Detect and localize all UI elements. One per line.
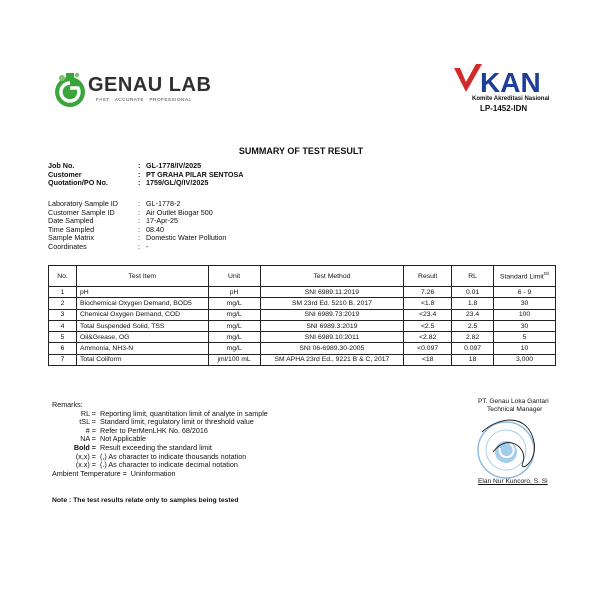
note-text: Note : The test results relate only to samples being tested (52, 497, 239, 504)
cell-test-item: Total Coliform (76, 354, 208, 365)
sample-info-row: Time Sampled : 08.40 (48, 224, 164, 234)
cell-unit: pH (208, 287, 260, 298)
document-title: SUMMARY OF TEST RESULT (238, 146, 364, 156)
sample-info-row: Date Sampled : 17-Apr-25 (48, 216, 178, 226)
header-rl: RL (452, 266, 494, 287)
cell-test-method: SNI 6989.73:2019 (260, 309, 404, 320)
table-row (49, 287, 556, 298)
job-info-row: Customer : PT GRAHA PILAR SENTOSA (48, 169, 244, 179)
cell-rl: 0.097 (452, 343, 494, 354)
cell-standard-limit: 10 (494, 343, 556, 354)
cell-rl: 18 (452, 354, 494, 365)
header-result: Result (404, 266, 452, 287)
cell-result: <23.4 (404, 309, 452, 320)
cell-result: <0.097 (404, 343, 452, 354)
genau-flask-logo-icon (50, 70, 90, 110)
cell-rl: 1.8 (452, 298, 494, 309)
cell-unit: jml/100 mL (208, 354, 260, 365)
cell-no: 3 (49, 309, 77, 320)
cell-standard-limit: 30 (494, 320, 556, 331)
cell-no: 5 (49, 332, 77, 343)
cell-test-method: SNI 6989.11:2019 (260, 287, 404, 298)
cell-test-item: Ammonia, NH3-N (76, 343, 208, 354)
header-no: No. (49, 266, 77, 287)
cell-unit: mg/L (208, 343, 260, 354)
company-stamp-icon (468, 412, 548, 484)
cell-rl: 23.4 (452, 309, 494, 320)
cell-test-method: SNI 6989.10:2011 (260, 332, 404, 343)
header-standard-limit: Standard Limit$^{tSl}$ (494, 266, 556, 287)
cell-standard-limit: 100 (494, 309, 556, 320)
cell-test-item: pH (76, 287, 208, 298)
table-row (49, 332, 556, 343)
cell-test-item: Total Suspended Solid, TSS (76, 320, 208, 331)
remark-item: NA = Not Applicable (80, 434, 146, 444)
cell-test-method: SNI 06-6989.30-2005 (260, 343, 404, 354)
cell-standard-limit: 5 (494, 332, 556, 343)
job-info-row: Job No. : GL-1778/IV/2025 (48, 161, 202, 170)
remark-item: (x.x) = (.) As character to indicate decimal notation (75, 460, 238, 470)
kan-logo-text: KAN (480, 67, 541, 98)
job-info (48, 162, 243, 188)
cell-result: 7.26 (404, 287, 452, 298)
sample-info (48, 200, 226, 252)
cell-test-method: SM APHA 23rd Ed., 9221 B & C, 2017 (260, 354, 404, 365)
table-header-row (49, 266, 556, 287)
accreditation-number: LP-1452-IDN (480, 104, 528, 113)
sample-info-row: Coordinates : - (48, 241, 149, 251)
signatory-name: Elan Nur Kuncoro, S. Si (478, 478, 548, 485)
job-info-row: Quotation/PO No. : 1759/GL/Q/IV/2025 (48, 178, 209, 188)
cell-rl: 0.01 (452, 287, 494, 298)
remark-item: # = Refer to PerMenLHK No. 68/2016 (85, 425, 208, 435)
table-row (49, 354, 556, 365)
cell-result: <1.8 (404, 298, 452, 309)
cell-unit: mg/L (208, 298, 260, 309)
cell-no: 2 (49, 298, 77, 309)
cell-test-item: Biochemical Oxygen Demand, BOD5 (76, 298, 208, 309)
cell-result: <18 (404, 354, 452, 365)
cell-unit: mg/L (208, 332, 260, 343)
cell-unit: mg/L (208, 320, 260, 331)
accreditation-subtitle: Komite Akreditasi Nasional (472, 96, 550, 102)
cell-no: 4 (49, 320, 77, 331)
lab-name: GENAU LAB (88, 74, 212, 96)
remark-item: RL = Reporting limit, quantitation limit of analyte in sample (80, 408, 268, 418)
table-row (49, 320, 556, 331)
table-row (49, 343, 556, 354)
signature-company: PT. Genau Loka Gantari (478, 398, 549, 405)
cell-result: <2.82 (404, 332, 452, 343)
cell-test-item: Oil&Grease, OG (76, 332, 208, 343)
remark-item: (x,x) = (,) As character to indicate thousands notation (75, 451, 247, 461)
cell-test-item: Chemical Oxygen Demand, COD (76, 309, 208, 320)
cell-test-method: SNI 6989.3:2019 (260, 320, 404, 331)
table-row (49, 309, 556, 320)
cell-no: 7 (49, 354, 77, 365)
table-row (49, 298, 556, 309)
lab-tagline: FAST · ACCURATE · PROFESSIONAL (96, 98, 192, 103)
sample-info-row: Laboratory Sample ID : GL-1778-2 (48, 199, 181, 208)
cell-standard-limit: 3,000 (494, 354, 556, 365)
cell-rl: 2.5 (452, 320, 494, 331)
remarks-title: Remarks: (52, 400, 83, 409)
remarks-section (52, 401, 268, 478)
cell-result: <2.5 (404, 320, 452, 331)
header-test-item: Test Item (76, 266, 208, 287)
cell-test-method: SM 23rd Ed. 5210 B. 2017 (260, 298, 404, 309)
sample-info-row: Customer Sample ID : Air Outlet Biogar 500 (48, 207, 213, 217)
cell-no: 1 (49, 287, 77, 298)
header-test-method: Test Method (260, 266, 404, 287)
signature-role: Technical Manager (487, 406, 543, 413)
kan-accreditation-logo-icon (452, 62, 562, 98)
sample-info-row: Sample Matrix : Domestic Water Pollution (48, 233, 227, 243)
cell-no: 6 (49, 343, 77, 354)
cell-standard-limit: 6 - 9 (494, 287, 556, 298)
cell-rl: 2.82 (452, 332, 494, 343)
remark-item: tSL = Standard limit, regulatory limit or threshold value (79, 417, 254, 427)
results-table (48, 265, 556, 366)
cell-unit: mg/L (208, 309, 260, 320)
remark-item: Ambient Temperature = Uninformation (52, 468, 176, 478)
header-unit: Unit (208, 266, 260, 287)
cell-standard-limit: 30 (494, 298, 556, 309)
remark-item: Bold = Result exceeding the standard limit (73, 442, 212, 452)
